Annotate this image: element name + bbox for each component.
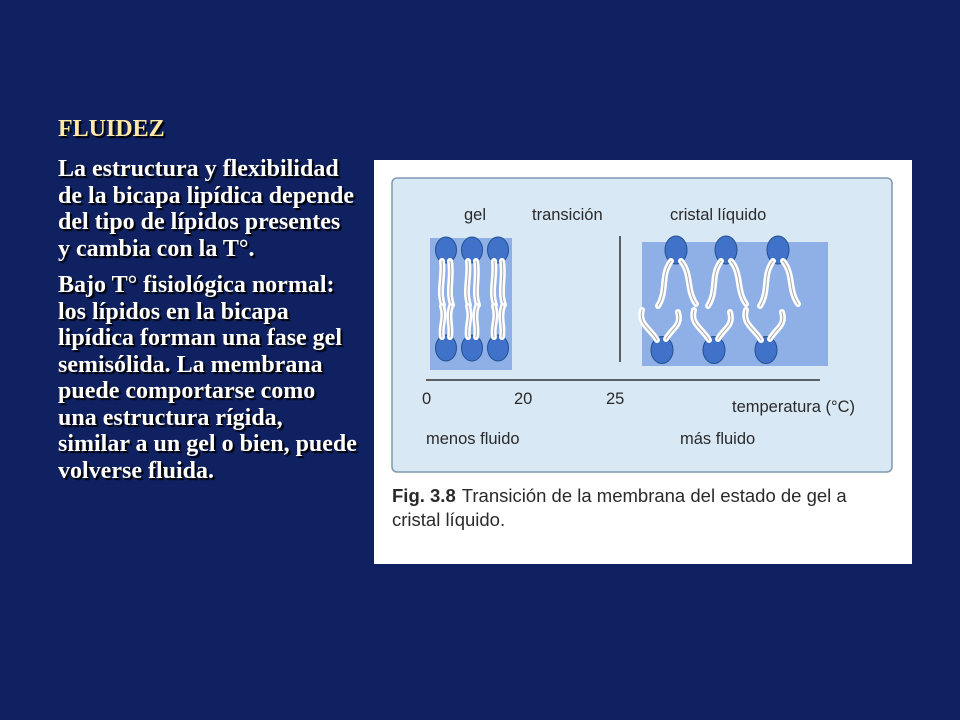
label-more-fluid: más fluido	[680, 430, 756, 448]
label-less-fluid: menos fluido	[426, 430, 520, 448]
paragraph-structure: La estructura y flexibilidad de la bicapa lipídica depende del tipo de lípidos presentes y cambia con la T°.	[58, 156, 355, 262]
figure-caption	[392, 484, 898, 532]
membrane-figure	[374, 160, 912, 564]
axis-label: temperatura (°C)	[732, 398, 856, 416]
tick-25: 25	[606, 390, 625, 408]
body-text	[58, 156, 358, 494]
label-gel: gel	[464, 206, 487, 224]
caption-text: Transición de la membrana del estado de gel a cristal líquido.	[392, 485, 847, 530]
figure-number: Fig. 3.8	[392, 485, 456, 506]
paragraph-physiological: Bajo T° fisiológica normal: los lípidos en la bicapa lipídica forman una fase gel semisólida. La membrana puede comportarse como una estructura rígida, similar a un gel o bien, puede volverse fluida.	[58, 272, 357, 484]
slide-title: FLUIDEZ	[58, 116, 165, 142]
label-transition: transición	[532, 206, 603, 224]
tick-0: 0	[422, 390, 432, 408]
tick-20: 20	[514, 390, 533, 408]
label-liquid-crystal: cristal líquido	[670, 206, 767, 224]
